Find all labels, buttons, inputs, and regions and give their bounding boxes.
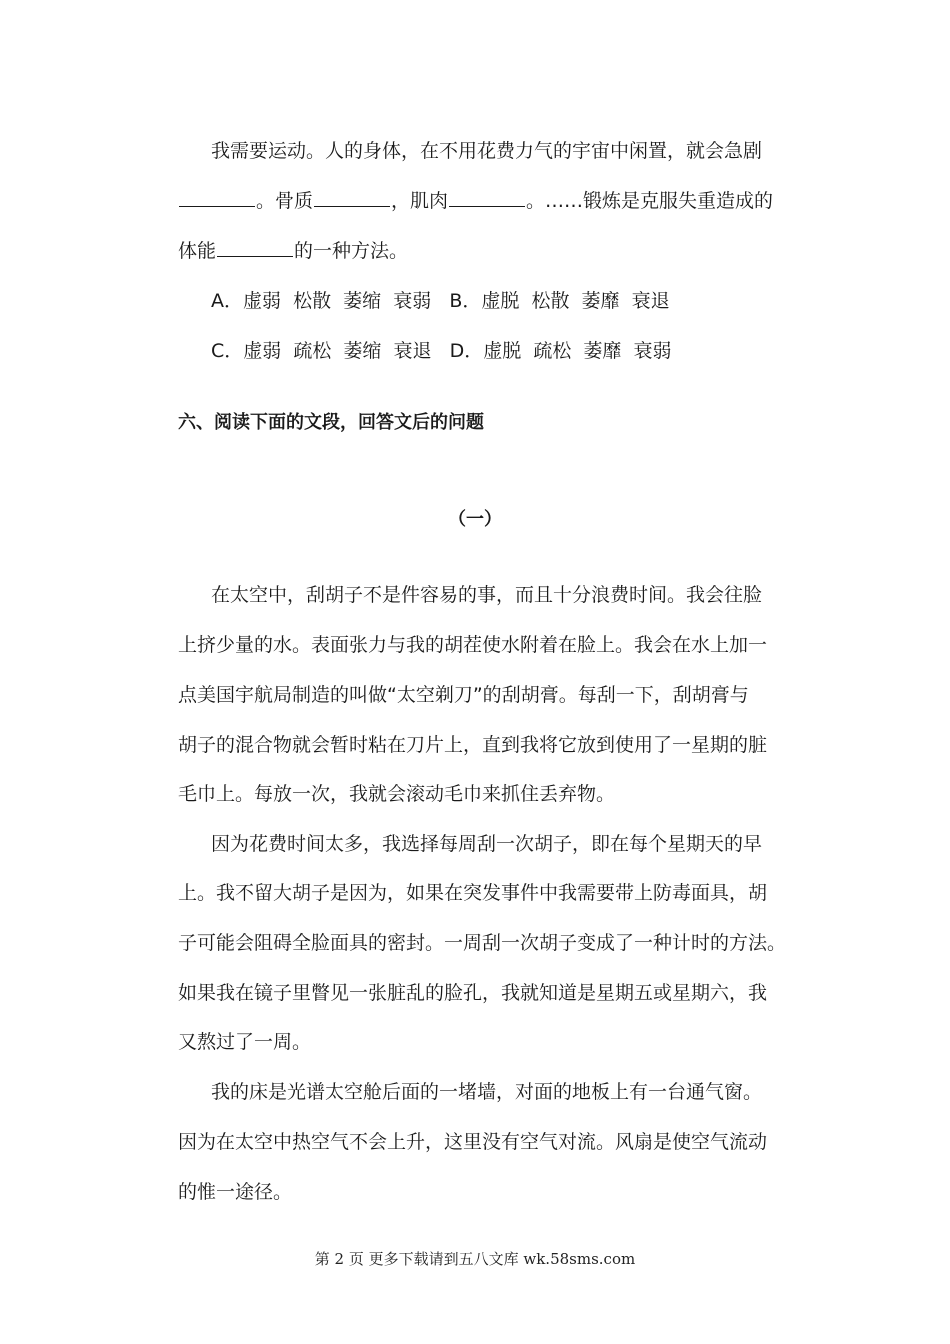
passage-line: 子可能会阻碍全脸面具的密封。一周刮一次胡子变成了一种计时的方法。 bbox=[178, 932, 787, 954]
passage-line: 在太空中，刮胡子不是件容易的事，而且十分浪费时间。我会往脸 bbox=[211, 584, 763, 606]
passage-line: 毛巾上。每放一次，我就会滚动毛巾来抓住丢弃物。 bbox=[178, 783, 616, 805]
question-text-segment: 。……锻炼是克服失重造成的 bbox=[526, 190, 774, 212]
passage-line: 上。我不留大胡子是因为，如果在突发事件中我需要带上防毒面具，胡 bbox=[178, 882, 768, 904]
passage-line: 胡子的混合物就会暂时粘在刀片上，直到我将它放到使用了一星期的脏 bbox=[178, 734, 768, 756]
passage-line: 如果我在镜子里瞥见一张脏乱的脸孔，我就知道是星期五或星期六，我 bbox=[178, 982, 768, 1004]
fill-blank-2 bbox=[314, 188, 390, 207]
passage-line: 我的床是光谱太空舱后面的一堵墙，对面的地板上有一台通气窗。 bbox=[211, 1081, 763, 1103]
passage-line: 上挤少量的水。表面张力与我的胡茬使水附着在脸上。我会在水上加一 bbox=[178, 634, 768, 656]
options-row-1: A．虚弱 松散 萎缩 衰弱 B．虚脱 松散 萎靡 衰退 bbox=[211, 290, 670, 312]
passage-line: 因为在太空中热空气不会上升，这里没有空气对流。风扇是使空气流动 bbox=[178, 1131, 768, 1153]
question-line-3 bbox=[178, 238, 788, 264]
subheading: （一） bbox=[448, 509, 502, 530]
question-text-segment: ，肌肉 bbox=[391, 190, 449, 212]
question-text-segment: 。骨质 bbox=[256, 190, 314, 212]
question-line-1: 我需要运动。人的身体，在不用花费力气的宇宙中闲置，就会急剧 bbox=[211, 140, 763, 162]
passage-line: 又熬过了一周。 bbox=[178, 1031, 312, 1053]
fill-blank-3 bbox=[449, 188, 525, 207]
passage-line: 因为花费时间太多，我选择每周刮一次胡子，即在每个星期天的早 bbox=[211, 833, 763, 855]
options-row-2: C．虚弱 疏松 萎缩 衰退 D．虚脱 疏松 萎靡 衰弱 bbox=[211, 340, 672, 362]
passage-line: 的惟一途径。 bbox=[178, 1181, 293, 1203]
fill-blank-4 bbox=[217, 238, 293, 257]
passage-line: 点美国宇航局制造的叫做“太空剃刀”的刮胡膏。每刮一下，刮胡膏与 bbox=[178, 684, 749, 706]
section-heading: 六、阅读下面的文段，回答文后的问题 bbox=[178, 412, 484, 433]
page-footer: 第 2 页 更多下载请到五八文库 wk.58sms.com bbox=[314, 1250, 636, 1268]
question-text-segment: 体能 bbox=[178, 240, 217, 262]
fill-blank-1 bbox=[179, 188, 255, 207]
question-text-segment: 的一种方法。 bbox=[294, 240, 409, 262]
question-line-2 bbox=[178, 188, 788, 214]
